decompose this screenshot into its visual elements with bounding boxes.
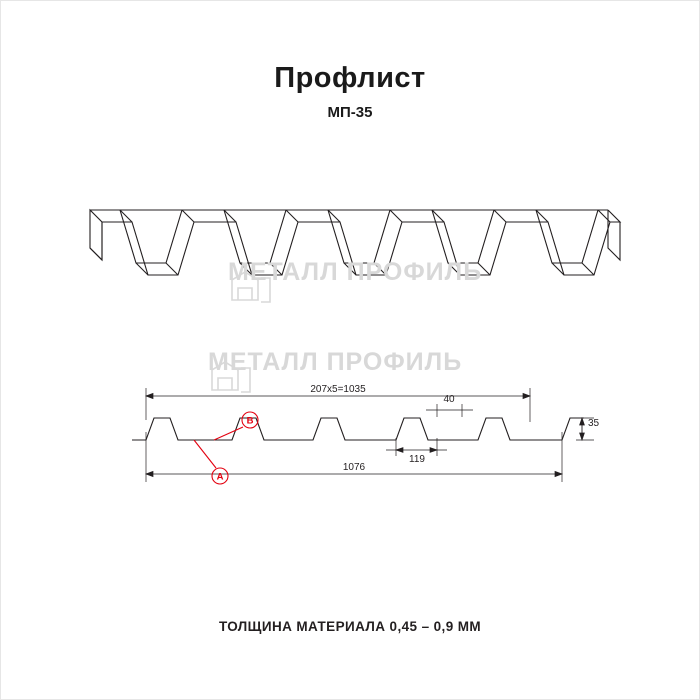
dimension-pitch-label: 207х5=1035 [310, 384, 366, 395]
page-title: Профлист [274, 62, 426, 94]
dimension-rib-top [426, 404, 473, 417]
callout-b [214, 412, 258, 440]
isometric-view [60, 170, 640, 320]
section-view [110, 360, 600, 500]
dimension-rib-bottom-label: 119 [409, 454, 425, 465]
material-thickness-note: ТОЛЩИНА МАТЕРИАЛА 0,45 – 0,9 ММ [218, 619, 482, 634]
watermark-text-top: МЕТАЛЛ ПРОФИЛЬ [228, 258, 483, 286]
dimension-height-label: 35 [588, 418, 600, 429]
profile-outline [132, 415, 584, 440]
product-model-label: МП-35 [327, 104, 373, 121]
callout-b-label: B [246, 415, 254, 427]
callout-a [194, 440, 228, 484]
callout-a-label: A [216, 471, 224, 483]
dimension-overall-width-label: 1076 [342, 462, 366, 473]
watermark-text-bottom: МЕТАЛЛ ПРОФИЛЬ [208, 348, 463, 376]
dimension-rib-top-label: 40 [443, 394, 455, 405]
